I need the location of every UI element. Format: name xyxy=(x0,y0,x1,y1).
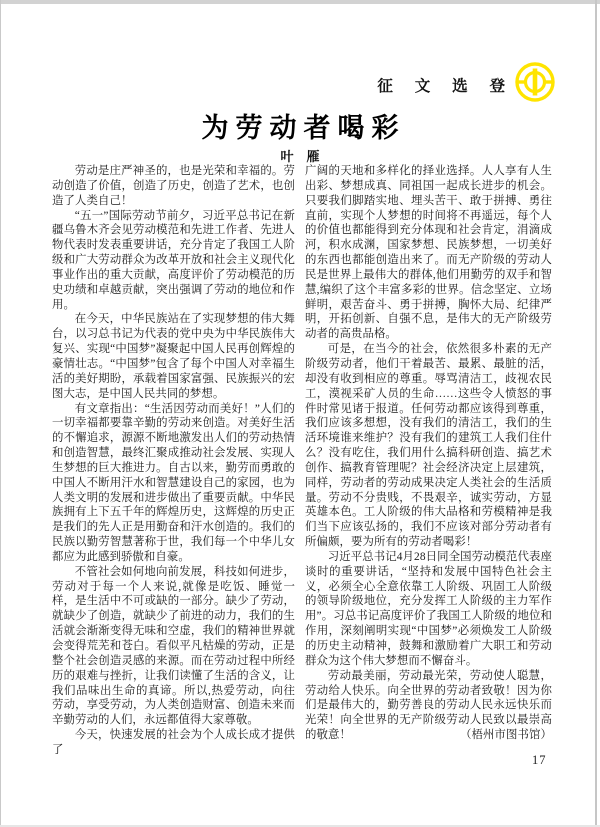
paragraph: 今天，快速发展的社会为个人成长成才提供了 xyxy=(52,729,295,756)
trade-union-emblem-icon xyxy=(514,61,556,103)
paragraph: 不管社会如何地向前发展，科技如何进步，劳动对于每一个人来说,就像是吃饭、睡觉一样，是生活中不可或缺的一部分。缺少了劳动，就缺少了创造，就缺少了前进的动力，我们的生活就会渐渐变得无味和空虚，我们的精神世界就会变得荒芜和苍白。看似平凡枯燥的劳动，正是整个社会创造灵感的来源。而在劳动过程中所经历的艰难与挫折，让我们读懂了生活的含义，让我们品味出生命的真谛。所以,热爱劳动，向往劳动，享受劳动，为人类创造财富、创造未来而辛勤劳动的人们，永远都值得大家尊敬。 xyxy=(52,565,295,727)
paragraph: “五一”国际劳动节前夕，习近平总书记在新疆乌鲁木齐会见劳动模范和先进工作者、先进人物代表时发表重要讲话，充分肯定了我国工人阶级和广大劳动群众为改革开放和社会主义现代化事业作出的重大贡献，高度评价了劳动模范的历史功绩和卓越贡献，突出强调了劳动的地位和作用。 xyxy=(52,209,295,311)
page-number: 17 xyxy=(532,753,547,767)
paragraph: 劳动是庄严神圣的，也是光荣和幸福的。劳动创造了价值，创造了历史，创造了艺术，也创造了人类自己！ xyxy=(52,165,295,207)
paragraph: 广阔的天地和多样化的择业选择。人人享有人生出彩、梦想成真、同祖国一起成长进步的机会。只要我们脚踏实地、埋头苦干、敢于拼搏、勇往直前，实现个人梦想的时间将不再遥远，每个人的价值也都能得到充分体现和社会肯定，涓滴成河，积水成渊，国家梦想、民族梦想，一切美好的东西也都能创造出来了。而无产阶级的劳动人民是世界上最伟大的群体,他们用勤劳的双手和智慧,编织了这个丰富多彩的世界。信念坚定、立场鲜明，艰苦奋斗、勇于拼搏，胸怀大局、纪律严明，开拓创新、自强不息，是伟大的无产阶级劳动者的高贵品格。 xyxy=(305,165,552,341)
text-column-right xyxy=(305,164,552,743)
paragraph: 可是，在当今的社会，依然很多朴素的无产阶级劳动者，他们干着最苦、最累、最脏的活，却没有收到相应的尊重。辱骂清洁工，歧视农民工，漠视采矿人员的生命……这些令人愤怒的事件时常见诸于报道。任何劳动都应该得到尊重，我们应该多想想，没有我们的清洁工，我们的生活环境谁来维护？没有我们的建筑工人我们住什么？没有吃住，我们用什么搞科研创造、搞艺术创作、搞教育管理呢？社会经济决定上层建筑，同样，劳动者的劳动成果决定人类社会的生活质量。劳动不分贵贱，不畏艰辛，诚实劳动，方显英雄本色。工人阶级的伟大品格和劳模精神是我们当下应该弘扬的，我们不应该对部分劳动者有所偏颇，要为所有的劳动者喝彩！ xyxy=(305,343,552,549)
text-column-left xyxy=(52,164,295,758)
paragraph: 有文章指出：“生活因劳动而美好！”人们的一切幸福都要靠辛勤的劳动来创造。对美好生活的不懈追求，源源不断地激发出人们的劳动热情和创造智慧，最终汇聚成推动社会发展、实现人生梦想的巨大推进力。自古以来，勤劳而勇敢的中国人不断用汗水和智慧建设自己的家园，也为人类文明的发展和进步做出了重要贡献。中华民族拥有上下五千年的辉煌历史，这辉煌的历史正是我们的先人正是用勤奋和汗水创造的。我们的民族以勤劳智慧著称于世，我们每一个中华儿女都应为此感到骄傲和自豪。 xyxy=(52,402,295,563)
attribution: （梧州市图书馆） xyxy=(460,729,552,742)
scan-edge-top xyxy=(0,0,600,4)
paragraph: 在今天，中华民族站在了实现梦想的伟大舞台，以习总书记为代表的党中央为中华民族伟大复兴、实现“中国梦”凝聚起中国人民再创辉煌的豪情壮志。“中国梦”包含了每个中国人对幸福生活的美好期盼，承载着国家富强、民族振兴的宏图大志，是中国人民共同的梦想。 xyxy=(52,313,295,400)
section-header xyxy=(0,61,556,103)
article-title: 为劳动者喝彩 xyxy=(201,113,406,143)
paragraph: 习近平总书记4月28日同全国劳动模范代表座谈时的重要讲话，“坚持和发展中国特色社会主义，必须全心全意依靠工人阶级、巩固工人阶级的领导阶级地位，充分发挥工人阶级的主力军作用”。习总书记高度评价了我国工人阶级的地位和作用，深刻阐明实现“中国梦”必须焕发工人阶级的历史主动精神，鼓舞和激励着广大职工和劳动群众为这个伟大梦想而不懈奋斗。 xyxy=(305,550,553,667)
article-author: 叶 雁 xyxy=(280,149,320,164)
section-label: 征 文 选 登 xyxy=(377,78,514,95)
paragraph: 劳动最美丽，劳动最光荣，劳动使人聪慧，劳动给人快乐。向全世界的劳动者致敬！因为你们是最伟大的，勤劳善良的劳动人民永远快乐而光荣！向全世界的无产阶级劳动人民致以最崇高的敬意！ （梧州市图书馆） xyxy=(305,669,552,742)
